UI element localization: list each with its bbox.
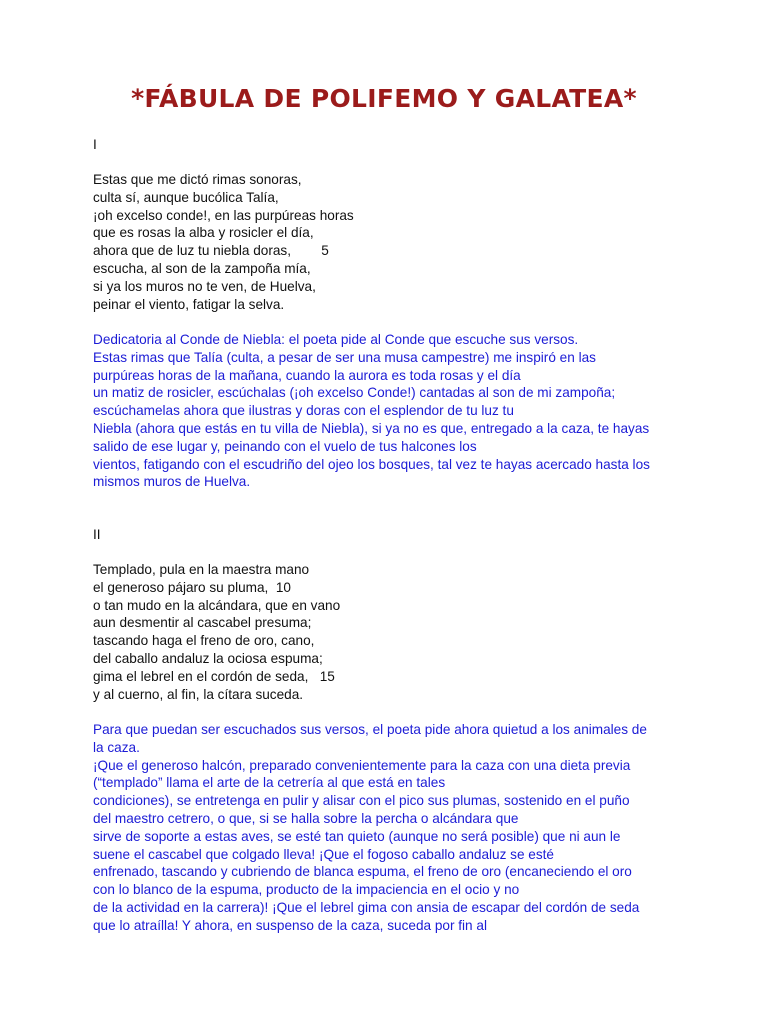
- commentary-line: un matiz de rosicler, escúchalas (¡oh excelso Conde!) cantadas al son de mi zampoña;: [93, 385, 616, 401]
- verse-line: o tan mudo en la alcándara, que en vano: [93, 597, 341, 613]
- stanza-1-verses: [93, 171, 693, 313]
- commentary-line: ¡Que el generoso halcón, preparado convenientemente para la caza con una dieta previa: [93, 757, 631, 773]
- verse-line: culta sí, aunque bucólica Talía,: [93, 189, 279, 205]
- commentary-line: Niebla (ahora que estás en tu villa de Niebla), si ya no es que, entregado a la caza, te hayas: [93, 420, 650, 436]
- verse-line: gima el lebrel en el cordón de seda, 15: [93, 668, 335, 684]
- stanza-2-verses: [93, 561, 693, 703]
- verse-line: el generoso pájaro su pluma, 10: [93, 579, 291, 595]
- verse-line: si ya los muros no te ven, de Huelva,: [93, 278, 316, 294]
- verse-line: Estas que me dictó rimas sonoras,: [93, 172, 302, 187]
- commentary-line: condiciones), se entretenga en pulir y alisar con el pico sus plumas, sostenido en el puño: [93, 793, 630, 809]
- commentary-line: purpúreas horas de la mañana, cuando la aurora es toda rosas y el día: [93, 367, 521, 383]
- page-title: *FÁBULA DE POLIFEMO Y GALATEA*: [131, 84, 637, 113]
- verse-line: Templado, pula en la maestra mano: [93, 562, 310, 577]
- commentary-line: de la actividad en la carrera)! ¡Que el lebrel gima con ansia de escapar del cordón de seda: [93, 899, 640, 915]
- commentary-line: mismos muros de Huelva.: [93, 474, 251, 490]
- verse-line: del caballo andaluz la ociosa espuma;: [93, 650, 323, 666]
- verse-line: aun desmentir al cascabel presuma;: [93, 615, 312, 631]
- commentary-line: escúchamelas ahora que ilustras y doras con el esplendor de tu luz tu: [93, 403, 514, 419]
- commentary-line: suene el cascabel que colgado lleva! ¡Que el fogoso caballo andaluz se esté: [93, 846, 554, 862]
- stanza-2-commentary: [93, 721, 693, 935]
- commentary-line: la caza.: [93, 739, 140, 755]
- verse-line: ahora que de luz tu niebla doras, 5: [93, 243, 329, 259]
- verse-line: escucha, al son de la zampoña mía,: [93, 260, 311, 276]
- commentary-line: que lo atraílla! Y ahora, en suspenso de la caza, suceda por fin al: [93, 917, 487, 933]
- stanza-number-2: [93, 526, 693, 544]
- stanza-number: I: [93, 137, 97, 152]
- commentary-line: vientos, fatigando con el escudriño del ojeo los bosques, tal vez te hayas acercado hasta los: [93, 456, 650, 472]
- stanza-number: II: [93, 527, 101, 542]
- verse-line: tascando haga el freno de oro, cano,: [93, 633, 315, 649]
- commentary-line: enfrenado, tascando y cubriendo de blanca espuma, el freno de oro (encaneciendo el oro: [93, 864, 632, 880]
- commentary-line: con lo blanco de la espuma, producto de la impaciencia en el ocio y no: [93, 882, 520, 898]
- commentary-line: Para que puedan ser escuchados sus versos, el poeta pide ahora quietud a los animales de: [93, 722, 647, 737]
- stanza-1-commentary: [93, 331, 693, 491]
- commentary-line: Estas rimas que Talía (culta, a pesar de ser una musa campestre) me inspiró en las: [93, 349, 596, 365]
- verse-line: ¡oh excelso conde!, en las purpúreas horas: [93, 207, 354, 223]
- verse-line: y al cuerno, al fin, la cítara suceda.: [93, 686, 304, 702]
- verse-line: que es rosas la alba y rosicler el día,: [93, 225, 314, 241]
- verse-line: peinar el viento, fatigar la selva.: [93, 296, 285, 312]
- commentary-line: sirve de soporte a estas aves, se esté tan quieto (aunque no será posible) que ni aun le: [93, 828, 621, 844]
- commentary-line: (“templado” llama el arte de la cetrería al que está en tales: [93, 775, 446, 791]
- commentary-line: Dedicatoria al Conde de Niebla: el poeta pide al Conde que escuche sus versos.: [93, 332, 579, 347]
- stanza-number-1: [93, 136, 693, 154]
- commentary-line: del maestro cetrero, o que, si se halla sobre la percha o alcándara que: [93, 810, 519, 826]
- commentary-line: salido de ese lugar y, peinando con el vuelo de tus halcones los: [93, 438, 477, 454]
